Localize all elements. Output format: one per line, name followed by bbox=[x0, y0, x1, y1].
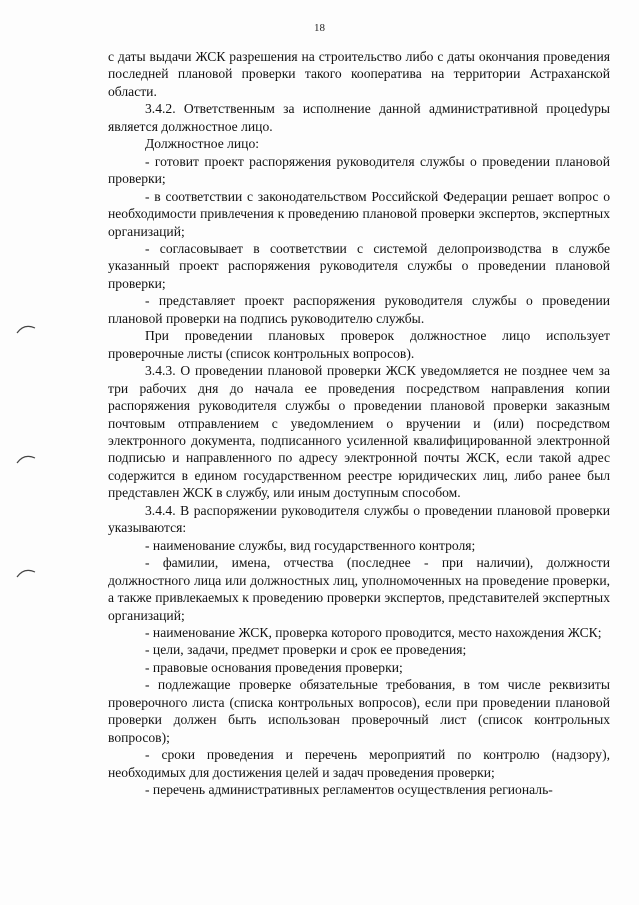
body-text bbox=[108, 48, 610, 798]
paragraph: - в соответствии с законодательством Российской Федерации решает вопрос о необходимости привлечения к проведению плановой проверки экспертов, экспертных организаций; bbox=[108, 188, 610, 239]
paragraph: с даты выдачи ЖСК разрешения на строительство либо с даты окончания проведения последней плановой проверки такого кооператива на территории Астраханской области. bbox=[108, 49, 610, 99]
paragraph: - подлежащие проверке обязательные требования, в том числе реквизиты проверочного листа (списка контрольных вопросов), если при проведении плановой проверки должен быть использован проверочный лист (список контрольных вопросов); bbox=[108, 677, 610, 745]
paragraph: 3.4.4. В распоряжении руководителя службы о проведении плановой проверки указываются: bbox=[108, 502, 610, 536]
binding-hole-mark bbox=[16, 322, 36, 336]
paragraph: - наименование службы, вид государственного контроля; bbox=[145, 537, 476, 553]
binding-hole-mark bbox=[16, 566, 36, 580]
paragraph: - цели, задачи, предмет проверки и срок ее проведения; bbox=[145, 642, 467, 658]
binding-hole-mark bbox=[16, 452, 36, 466]
paragraph: - представляет проект распоряжения руководителя службы о проведении плановой проверки на подпись руководителю службы. bbox=[108, 293, 610, 326]
paragraph: - перечень административных регламентов осуществления региональ- bbox=[145, 782, 553, 798]
paragraph: Должностное лицо: bbox=[145, 136, 260, 152]
paragraph: - правовые основания проведения проверки; bbox=[145, 659, 403, 675]
page-number: 18 bbox=[314, 22, 325, 34]
paragraph: 3.4.2. Ответственным за исполнение данной административной процеdуры является должностное лицо. bbox=[108, 101, 610, 134]
paragraph: - фамилии, имена, отчества (последнее - при наличии), должности должностного лица или должностных лиц, уполномоченных на проведение проверки, а также привлекаемых к проведению проверки экспертов, представителей экспертных организаций; bbox=[108, 555, 610, 623]
paragraph: 3.4.3. О проведении плановой проверки ЖСК уведомляется не позднее чем за три рабочих дня до начала ее проведения посредством направления копии распоряжения руководителя службы о проведении плановой проверки заказным почтовым отправлением с уведомлением о вручении и (или) посредством электронного документа, подписанного усиленной квалифицированной электронной подписью и направленного по адресу электронной почты ЖСК, если такой адрес содержится в едином государственном реестре юридических лиц, либо ранее был представлен ЖСК в службу, или иным доступным способом. bbox=[108, 363, 610, 501]
paragraph: - согласовывает в соответствии с системой делопроизводства в службе указанный проект распоряжения руководителя службы о проведении плановой проверки; bbox=[108, 240, 610, 291]
paragraph: - готовит проект распоряжения руководителя службы о проведении плановой проверки; bbox=[108, 153, 610, 187]
paragraph: - сроки проведения и перечень мероприятий по контролю (надзору), необходимых для достижения целей и задач проведения проверки; bbox=[108, 747, 610, 780]
paragraph: - наименование ЖСК, проверка которого проводится, место нахождения ЖСК; bbox=[145, 624, 602, 640]
paragraph: При проведении плановых проверок должностное лицо использует проверочные листы (список контрольных вопросов). bbox=[108, 328, 610, 361]
